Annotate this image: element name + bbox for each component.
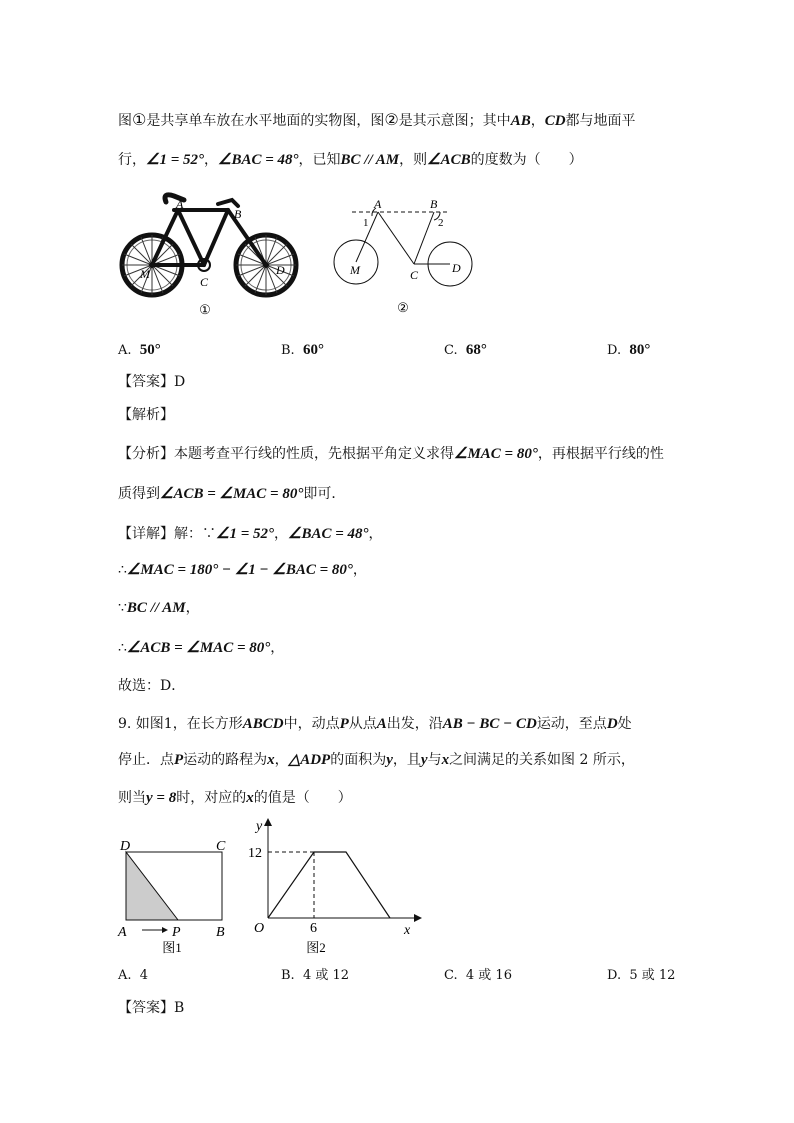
- rectangle-figure: [112, 838, 242, 958]
- figure-caption-fig1: 图1: [162, 940, 182, 955]
- label-B: B: [216, 925, 225, 940]
- q8-option-b[interactable]: B. 60°: [281, 342, 324, 358]
- label-P: P: [172, 925, 181, 940]
- bike-frame: [152, 195, 266, 265]
- q9-option-d[interactable]: D. 5 或 12: [607, 968, 676, 983]
- triangle-ADP: [126, 852, 178, 920]
- math-BC-parallel-AM: BC // AM: [340, 152, 400, 168]
- circled-one: ①: [132, 110, 147, 129]
- label-A: A: [374, 197, 382, 211]
- x-axis-label: x: [404, 923, 411, 938]
- q9-stem-line3: 则当y = 8时，对应的x的值是（ ）: [118, 790, 352, 806]
- q8-stem-line1: 图①是共享单车放在水平地面的实物图，图②是其示意图；其中AB，CD都与地面平: [118, 110, 636, 129]
- q8-detail-line3: ∵BC // AM，: [118, 600, 200, 616]
- y-axis-label: y: [256, 819, 263, 834]
- math-angle1: ∠1 = 52°: [146, 152, 204, 168]
- q9-stem-line1: 9. 如图1，在长方形ABCD中，动点P从点A出发，沿AB − BC − CD运动，至点D处: [118, 716, 632, 732]
- label-B: B: [430, 197, 438, 211]
- math-angleACB: ∠ACB: [427, 152, 471, 168]
- label-C: C: [410, 268, 419, 282]
- x-axis-arrow-icon: [414, 914, 422, 922]
- bicycle-schematic-figure: [330, 192, 480, 317]
- math-CD: CD: [544, 113, 566, 129]
- q9-answer: 【答案】B: [118, 1000, 185, 1016]
- label-A: A: [176, 197, 184, 211]
- q8-detail-line1: 【详解】解：∵∠1 = 52°，∠BAC = 48°，: [118, 526, 383, 542]
- q8-analysis-heading: 【解析】: [118, 407, 174, 423]
- label-B: B: [234, 207, 242, 221]
- q9-option-c[interactable]: C. 4 或 16: [444, 968, 512, 983]
- q9-option-a[interactable]: A. 4: [118, 968, 149, 983]
- tick-label-12: 12: [248, 846, 262, 861]
- q8-detail-line4: ∴∠ACB = ∠MAC = 80°，: [118, 640, 285, 656]
- label-A: A: [118, 925, 127, 940]
- function-graph: [268, 852, 390, 918]
- label-M: M: [350, 263, 360, 277]
- label-angle-2: 2: [438, 217, 444, 229]
- q8-fenxi-line1: 【分析】本题考查平行线的性质，先根据平角定义求得∠MAC = 80°，再根据平行线的性: [118, 446, 664, 462]
- label-C: C: [216, 839, 226, 854]
- q8-choose: 故选：D．: [118, 678, 186, 694]
- figure-caption-one: ①: [199, 302, 211, 317]
- q8-stem-line2: 行，∠1 = 52°，∠BAC = 48°，已知BC // AM，则∠ACB的度数为（ ）: [118, 152, 583, 168]
- circled-two: ②: [384, 110, 399, 129]
- q8-option-d[interactable]: D. 80°: [607, 342, 651, 358]
- label-C: C: [200, 275, 209, 289]
- segment-CB: [414, 212, 434, 264]
- segment-AC: [378, 212, 414, 264]
- figure-caption-two: ②: [397, 300, 409, 315]
- bicycle-photo-figure: [118, 188, 308, 318]
- q8-option-c[interactable]: C. 68°: [444, 342, 487, 358]
- label-M: M: [140, 267, 150, 281]
- figure-caption-fig2: 图2: [306, 940, 326, 955]
- math-angleBAC: ∠BAC = 48°: [218, 152, 299, 168]
- q9-option-b[interactable]: B. 4 或 12: [281, 968, 350, 983]
- tick-label-6: 6: [310, 921, 317, 936]
- q8-option-a[interactable]: A. 50°: [118, 342, 161, 358]
- label-angle-1: 1: [363, 217, 369, 229]
- label-D: D: [452, 261, 461, 275]
- origin-label: O: [254, 921, 265, 936]
- arrow-head-icon: [162, 927, 168, 933]
- q8-fenxi-line2: 质得到∠ACB = ∠MAC = 80°即可．: [118, 486, 346, 502]
- q9-stem-line2: 停止．点P运动的路程为x，△ADP的面积为y，且y与x之间满足的关系如图 2 所示，: [118, 752, 635, 768]
- label-D: D: [120, 839, 131, 854]
- area-graph-figure: [246, 814, 426, 958]
- label-D: D: [276, 263, 285, 277]
- q8-answer: 【答案】D: [118, 374, 186, 390]
- y-axis-arrow-icon: [264, 818, 272, 826]
- math-AB: AB: [510, 113, 531, 129]
- q8-detail-line2: ∴∠MAC = 180° − ∠1 − ∠BAC = 80°，: [118, 562, 367, 578]
